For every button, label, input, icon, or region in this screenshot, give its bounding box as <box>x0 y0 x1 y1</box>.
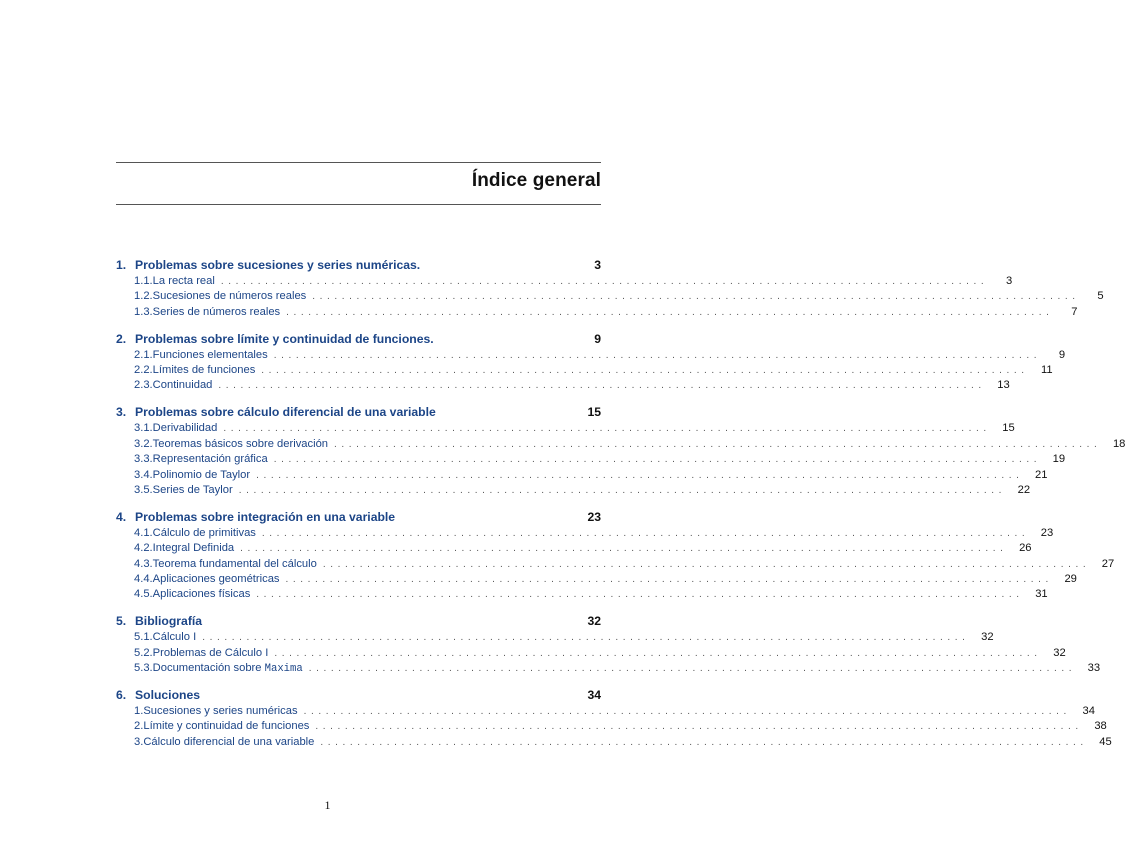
section-page-number: 38 <box>1094 720 1107 733</box>
section-title-text: Documentación sobre <box>152 662 265 675</box>
section-title <box>153 557 317 572</box>
section-title-text: Cálculo de primitivas <box>152 526 256 539</box>
chapter-page-number: 32 <box>587 614 601 629</box>
section-page-number: 32 <box>981 631 994 644</box>
chapter-page-number: 34 <box>587 687 601 702</box>
section-title <box>153 378 213 393</box>
toc-chapter <box>116 330 1066 394</box>
section-title-text: Series de números reales <box>152 305 281 318</box>
section-number: 4.2. <box>134 542 153 555</box>
leader-dots: ........................................................................................................ <box>223 423 991 435</box>
leader-dots: ........................................................................................................ <box>285 573 1053 585</box>
section-title-text: Sucesiones y series numéricas <box>143 704 298 717</box>
section-number: 3. <box>134 735 144 748</box>
section-title <box>153 421 218 436</box>
section-title-code: Maxima <box>264 663 303 676</box>
section-title-text: Integral Definida <box>152 542 235 555</box>
section-title <box>153 541 234 556</box>
chapter-title: Bibliografía <box>135 614 203 629</box>
section-page-number: 15 <box>1002 422 1015 435</box>
section-page-number: 21 <box>1035 468 1048 481</box>
section-number: 3.4. <box>134 468 153 481</box>
section-title-text: Derivabilidad <box>152 422 218 435</box>
section-page-number: 18 <box>1112 437 1125 450</box>
section-number: 4.5. <box>134 588 153 601</box>
section-title-text: Teoremas básicos sobre derivación <box>152 437 329 450</box>
section-title-text: Sucesiones de números reales <box>152 290 307 303</box>
section-title <box>153 630 197 645</box>
section-number: 1. <box>134 704 144 717</box>
section-entry[interactable] <box>116 587 1048 602</box>
section-title <box>153 483 233 498</box>
leader-dots: ........................................................................................................ <box>238 484 1007 496</box>
section-number: 5.2. <box>134 646 153 659</box>
section-page-number: 22 <box>1017 483 1031 496</box>
section-page-number: 5 <box>1097 290 1104 303</box>
section-title <box>153 452 268 467</box>
toc-chapter <box>116 686 1112 750</box>
section-entry[interactable] <box>116 557 1115 572</box>
header-rule-bottom <box>116 204 601 205</box>
chapter-number: 3. <box>116 405 127 420</box>
leader-dots: ........................................................................................................ <box>273 454 1042 466</box>
section-entry[interactable] <box>116 421 1015 436</box>
section-title-text: Representación gráfica <box>152 453 268 466</box>
section-number: 5.3. <box>134 662 153 675</box>
leader-dots: ........................................................................................................ <box>303 705 1071 717</box>
section-number: 1.1. <box>134 275 153 287</box>
section-page-number: 19 <box>1052 453 1066 466</box>
page-title: Índice general <box>471 170 601 191</box>
section-entry[interactable] <box>116 572 1077 587</box>
section-page-number: 29 <box>1064 572 1077 585</box>
section-title-text: Teorema fundamental del cálculo <box>152 557 317 570</box>
section-title <box>153 526 256 541</box>
chapter-page-number: 23 <box>587 509 601 524</box>
chapter-number: 2. <box>116 331 127 346</box>
section-number: 2.3. <box>134 379 153 392</box>
section-page-number: 45 <box>1099 735 1112 748</box>
section-page-number: 3 <box>1005 275 1013 287</box>
section-entry[interactable] <box>116 646 1066 661</box>
section-title <box>153 646 269 661</box>
leader-dots: ........................................................................................................ <box>312 291 1080 303</box>
section-title-text: Aplicaciones geométricas <box>152 572 280 585</box>
section-entry[interactable] <box>116 719 1107 734</box>
toc-chapter <box>116 612 1101 676</box>
leader-dots: ........................................................................................................ <box>261 365 1029 377</box>
toc-chapter <box>116 256 1104 320</box>
chapter-title: Problemas sobre integración en una variable <box>135 509 396 524</box>
chapter-page-number: 15 <box>587 405 601 420</box>
leader-dots: ........................................................................................................ <box>240 543 1008 555</box>
section-title <box>143 719 309 734</box>
section-page-number: 26 <box>1019 542 1032 555</box>
section-number: 3.5. <box>134 483 153 496</box>
toc-chapter <box>116 403 1125 498</box>
section-title-text: Funciones elementales <box>152 348 268 361</box>
section-title <box>143 735 314 750</box>
section-number: 3.2. <box>134 437 153 450</box>
section-entry[interactable] <box>116 452 1066 467</box>
section-title <box>153 289 307 304</box>
leader-dots: ........................................................................................................ <box>202 632 970 644</box>
section-number: 5.1. <box>134 631 153 644</box>
section-number: 2.1. <box>134 348 153 361</box>
section-title-text: Cálculo diferencial de una variable <box>143 735 315 748</box>
section-title <box>153 468 250 483</box>
section-page-number: 27 <box>1101 557 1115 570</box>
chapter-title: Problemas sobre cálculo diferencial de una variable <box>135 405 436 420</box>
section-entry[interactable] <box>116 437 1125 452</box>
leader-dots: ........................................................................................................ <box>315 721 1083 733</box>
section-entry[interactable] <box>116 735 1112 750</box>
section-page-number: 13 <box>997 379 1010 392</box>
chapter-entry[interactable] <box>116 612 601 630</box>
section-entry[interactable] <box>116 541 1032 556</box>
chapter-entry[interactable] <box>116 330 601 348</box>
section-title-text: Problemas de Cálculo I <box>152 646 269 659</box>
section-entry[interactable] <box>116 378 1010 393</box>
leader-dots: ........................................................................................................ <box>322 558 1091 570</box>
section-title <box>143 704 297 719</box>
section-entry[interactable] <box>116 526 1054 541</box>
section-number: 2.2. <box>134 364 153 377</box>
section-number: 3.3. <box>134 453 153 466</box>
leader-dots: ........................................................................................................ <box>320 736 1088 748</box>
section-number: 4.3. <box>134 557 153 570</box>
section-title-text: La recta real <box>152 275 215 287</box>
leader-dots: ........................................................................................................ <box>286 306 1054 318</box>
leader-dots: ........................................................................................................ <box>308 663 1077 675</box>
section-title <box>153 661 303 677</box>
section-entry[interactable] <box>116 363 1053 378</box>
section-title <box>153 305 280 320</box>
leader-dots: ........................................................................................................ <box>274 647 1042 659</box>
chapter-entry[interactable] <box>116 256 601 274</box>
section-entry[interactable] <box>116 704 1095 719</box>
section-title <box>153 437 328 452</box>
table-of-contents <box>116 256 1125 760</box>
chapter-page-number: 9 <box>594 331 601 346</box>
leader-dots: ........................................................................................................ <box>256 469 1024 481</box>
chapter-number: 6. <box>116 687 127 702</box>
section-title-text: Polinomio de Taylor <box>152 468 251 481</box>
header-rule-top <box>116 162 601 163</box>
chapter-number: 1. <box>116 258 127 272</box>
section-entry[interactable] <box>116 630 994 645</box>
section-number: 3.1. <box>134 422 153 435</box>
section-page-number: 23 <box>1040 526 1054 539</box>
section-entry[interactable] <box>116 468 1048 483</box>
section-page-number: 11 <box>1041 364 1053 377</box>
section-title-text: Series de Taylor <box>152 483 233 496</box>
section-page-number: 33 <box>1087 662 1101 675</box>
section-title-text: Límites de funciones <box>152 364 256 377</box>
leader-dots: ........................................................................................................ <box>218 380 986 392</box>
chapter-title: Problemas sobre límite y continuidad de funciones. <box>135 331 434 346</box>
section-entry[interactable] <box>116 483 1031 498</box>
section-number: 2. <box>134 720 144 733</box>
chapter-page-number: 3 <box>594 258 601 272</box>
section-number: 4.1. <box>134 526 153 539</box>
leader-dots: ........................................................................................................ <box>220 276 989 287</box>
section-title <box>153 572 280 587</box>
chapter-entry[interactable] <box>116 508 601 526</box>
section-page-number: 32 <box>1053 646 1066 659</box>
leader-dots: ........................................................................................................ <box>261 527 1030 539</box>
section-title <box>153 274 215 289</box>
chapter-entry[interactable] <box>116 403 601 421</box>
section-title-text: Aplicaciones físicas <box>152 588 251 601</box>
section-entry[interactable] <box>116 661 1101 676</box>
section-page-number: 7 <box>1071 305 1078 318</box>
section-title <box>153 348 268 363</box>
section-entry[interactable] <box>116 305 1078 320</box>
section-title <box>153 363 256 378</box>
section-entry[interactable] <box>116 274 1013 289</box>
section-number: 1.2. <box>134 290 153 303</box>
section-page-number: 9 <box>1058 348 1066 361</box>
section-page-number: 31 <box>1035 588 1048 601</box>
leader-dots: ........................................................................................................ <box>273 349 1042 361</box>
section-title-text: Límite y continuidad de funciones <box>143 720 310 733</box>
toc-chapter <box>116 508 1115 603</box>
section-title-text: Cálculo I <box>152 631 197 644</box>
chapter-number: 4. <box>116 509 127 524</box>
leader-dots: ........................................................................................................ <box>256 589 1024 601</box>
page-number: 1 <box>324 798 331 812</box>
section-entry[interactable] <box>116 348 1066 363</box>
section-entry[interactable] <box>116 289 1104 304</box>
leader-dots: ........................................................................................................ <box>334 438 1102 450</box>
section-number: 1.3. <box>134 305 153 318</box>
chapter-entry[interactable] <box>116 686 601 704</box>
chapter-title: Problemas sobre sucesiones y series numéricas. <box>135 258 421 272</box>
section-number: 4.4. <box>134 572 153 585</box>
section-page-number: 34 <box>1082 704 1095 717</box>
chapter-number: 5. <box>116 614 127 629</box>
section-title <box>153 587 251 602</box>
section-title-text: Continuidad <box>152 379 213 392</box>
chapter-title: Soluciones <box>135 687 201 702</box>
